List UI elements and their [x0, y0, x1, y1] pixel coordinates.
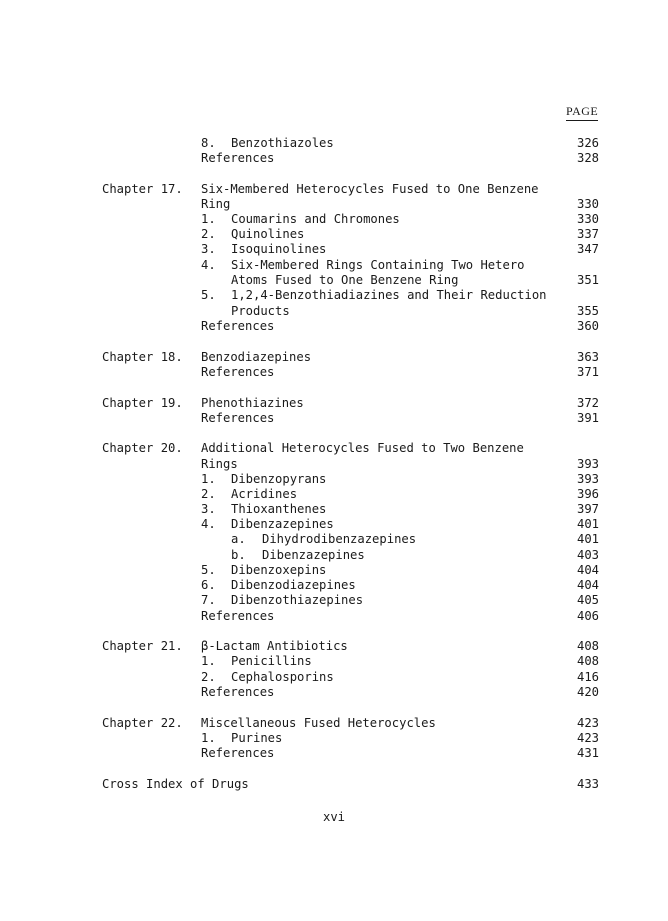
toc-row	[0, 502, 668, 517]
index-entry-label: Cross Index of Drugs	[102, 777, 249, 791]
page-number-ref: 431	[576, 746, 599, 760]
page-number-ref: 404	[576, 563, 599, 577]
page-number-ref: 403	[576, 548, 599, 562]
entry-title: Dibenzopyrans	[231, 472, 327, 486]
toc-row	[0, 273, 668, 288]
entry-title: Additional Heterocycles Fused to Two Benzene	[201, 441, 524, 455]
section-number: 2.	[201, 670, 216, 684]
section-number: 8.	[201, 136, 216, 150]
chapter-label: Chapter 22.	[102, 716, 183, 730]
entry-title: Atoms Fused to One Benzene Ring	[231, 273, 459, 287]
toc-row	[0, 319, 668, 334]
page-number-ref: 396	[576, 487, 599, 501]
toc-row	[0, 242, 668, 257]
page-number-ref: 393	[576, 472, 599, 486]
section-number: 3.	[201, 502, 216, 516]
entry-title: Dibenzazepines	[262, 548, 365, 562]
entry-title: Coumarins and Chromones	[231, 212, 400, 226]
toc-row	[0, 685, 668, 700]
entry-title: Dibenzoxepins	[231, 563, 327, 577]
page-number: xvi	[322, 810, 345, 824]
section-number: 1.	[201, 654, 216, 668]
toc-row	[0, 777, 668, 792]
entry-title: Quinolines	[231, 227, 305, 241]
toc-row	[0, 593, 668, 608]
toc-row	[0, 212, 668, 227]
page-number-ref: 401	[576, 532, 599, 546]
toc-row	[0, 197, 668, 212]
entry-title: Ring	[201, 197, 231, 211]
section-number: 5.	[201, 288, 216, 302]
chapter-label: Chapter 21.	[102, 639, 183, 653]
section-number: 1.	[201, 212, 216, 226]
chapter-label: Chapter 19.	[102, 396, 183, 410]
page-number-ref: 347	[576, 242, 599, 256]
toc-row	[0, 578, 668, 593]
section-number: b.	[231, 548, 246, 562]
page-number-ref: 397	[576, 502, 599, 516]
toc-row	[0, 411, 668, 426]
page-number-ref: 360	[576, 319, 599, 333]
entry-title: Dihydrodibenzazepines	[262, 532, 417, 546]
page-number-ref: 326	[576, 136, 599, 150]
entry-title: References	[201, 151, 275, 165]
page-number-ref: 363	[576, 350, 599, 364]
toc-row	[0, 532, 668, 547]
page-number-ref: 330	[576, 197, 599, 211]
entry-title: Purines	[231, 731, 283, 745]
section-number: 4.	[201, 517, 216, 531]
toc-row	[0, 441, 668, 456]
entry-title: Phenothiazines	[201, 396, 304, 410]
page-number-ref: 391	[576, 411, 599, 425]
entry-title: 1,2,4-Benzothiadiazines and Their Reduction	[231, 288, 547, 302]
toc-row	[0, 487, 668, 502]
toc-row	[0, 563, 668, 578]
section-number: 7.	[201, 593, 216, 607]
section-number: 1.	[201, 472, 216, 486]
toc-row	[0, 182, 668, 197]
page-number-ref: 416	[576, 670, 599, 684]
toc-row	[0, 746, 668, 761]
chapter-label: Chapter 20.	[102, 441, 183, 455]
page-number-ref: 404	[576, 578, 599, 592]
page-number-ref: 393	[576, 457, 599, 471]
page-number-ref: 372	[576, 396, 599, 410]
page-number-ref: 423	[576, 716, 599, 730]
page-number-ref: 408	[576, 654, 599, 668]
entry-title: References	[201, 365, 275, 379]
entry-title: Rings	[201, 457, 238, 471]
toc-row	[0, 136, 668, 151]
page-number-ref: 433	[576, 777, 599, 791]
page-column-heading: PAGE	[566, 104, 598, 121]
section-number: 1.	[201, 731, 216, 745]
entry-title: Benzothiazoles	[231, 136, 334, 150]
entry-title: Six-Membered Heterocycles Fused to One Benzene	[201, 182, 539, 196]
entry-title: References	[201, 685, 275, 699]
page-number-ref: 355	[576, 304, 599, 318]
page-number-ref: 351	[576, 273, 599, 287]
section-number: 2.	[201, 227, 216, 241]
section-number: 2.	[201, 487, 216, 501]
toc-row	[0, 457, 668, 472]
entry-title: Penicillins	[231, 654, 312, 668]
page-number-ref: 420	[576, 685, 599, 699]
toc-row	[0, 365, 668, 380]
section-number: 5.	[201, 563, 216, 577]
toc-row	[0, 288, 668, 303]
entry-title: β-Lactam Antibiotics	[201, 639, 348, 653]
entry-title: Dibenzodiazepines	[231, 578, 356, 592]
entry-title: Benzodiazepines	[201, 350, 312, 364]
entry-title: References	[201, 609, 275, 623]
entry-title: Miscellaneous Fused Heterocycles	[201, 716, 436, 730]
entry-title: References	[201, 746, 275, 760]
page-number-ref: 423	[576, 731, 599, 745]
section-number: 6.	[201, 578, 216, 592]
toc-row	[0, 609, 668, 624]
section-number: 4.	[201, 258, 216, 272]
toc-row	[0, 304, 668, 319]
page-number-ref: 371	[576, 365, 599, 379]
entry-title: Isoquinolines	[231, 242, 327, 256]
page-number-ref: 405	[576, 593, 599, 607]
toc-row	[0, 731, 668, 746]
page-number-ref: 330	[576, 212, 599, 226]
toc-row	[0, 350, 668, 365]
section-number: 3.	[201, 242, 216, 256]
chapter-label: Chapter 17.	[102, 182, 183, 196]
toc-row	[0, 396, 668, 411]
toc-row	[0, 670, 668, 685]
entry-title: Six-Membered Rings Containing Two Hetero	[231, 258, 525, 272]
entry-title: References	[201, 411, 275, 425]
toc-row	[0, 548, 668, 563]
section-number: a.	[231, 532, 246, 546]
toc-row	[0, 227, 668, 242]
entry-title: Dibenzazepines	[231, 517, 334, 531]
entry-title: Dibenzothiazepines	[231, 593, 364, 607]
page-number-ref: 408	[576, 639, 599, 653]
toc-row	[0, 639, 668, 654]
entry-title: Cephalosporins	[231, 670, 334, 684]
entry-title: Acridines	[231, 487, 298, 501]
toc-row	[0, 151, 668, 166]
entry-title: References	[201, 319, 275, 333]
page-number-ref: 328	[576, 151, 599, 165]
entry-title: Products	[231, 304, 290, 318]
toc-row	[0, 472, 668, 487]
toc-row	[0, 654, 668, 669]
entry-title: Thioxanthenes	[231, 502, 327, 516]
chapter-label: Chapter 18.	[102, 350, 183, 364]
page-number-ref: 401	[576, 517, 599, 531]
page-number-ref: 337	[576, 227, 599, 241]
toc-row	[0, 258, 668, 273]
toc-row	[0, 517, 668, 532]
toc-row	[0, 716, 668, 731]
page-number-ref: 406	[576, 609, 599, 623]
